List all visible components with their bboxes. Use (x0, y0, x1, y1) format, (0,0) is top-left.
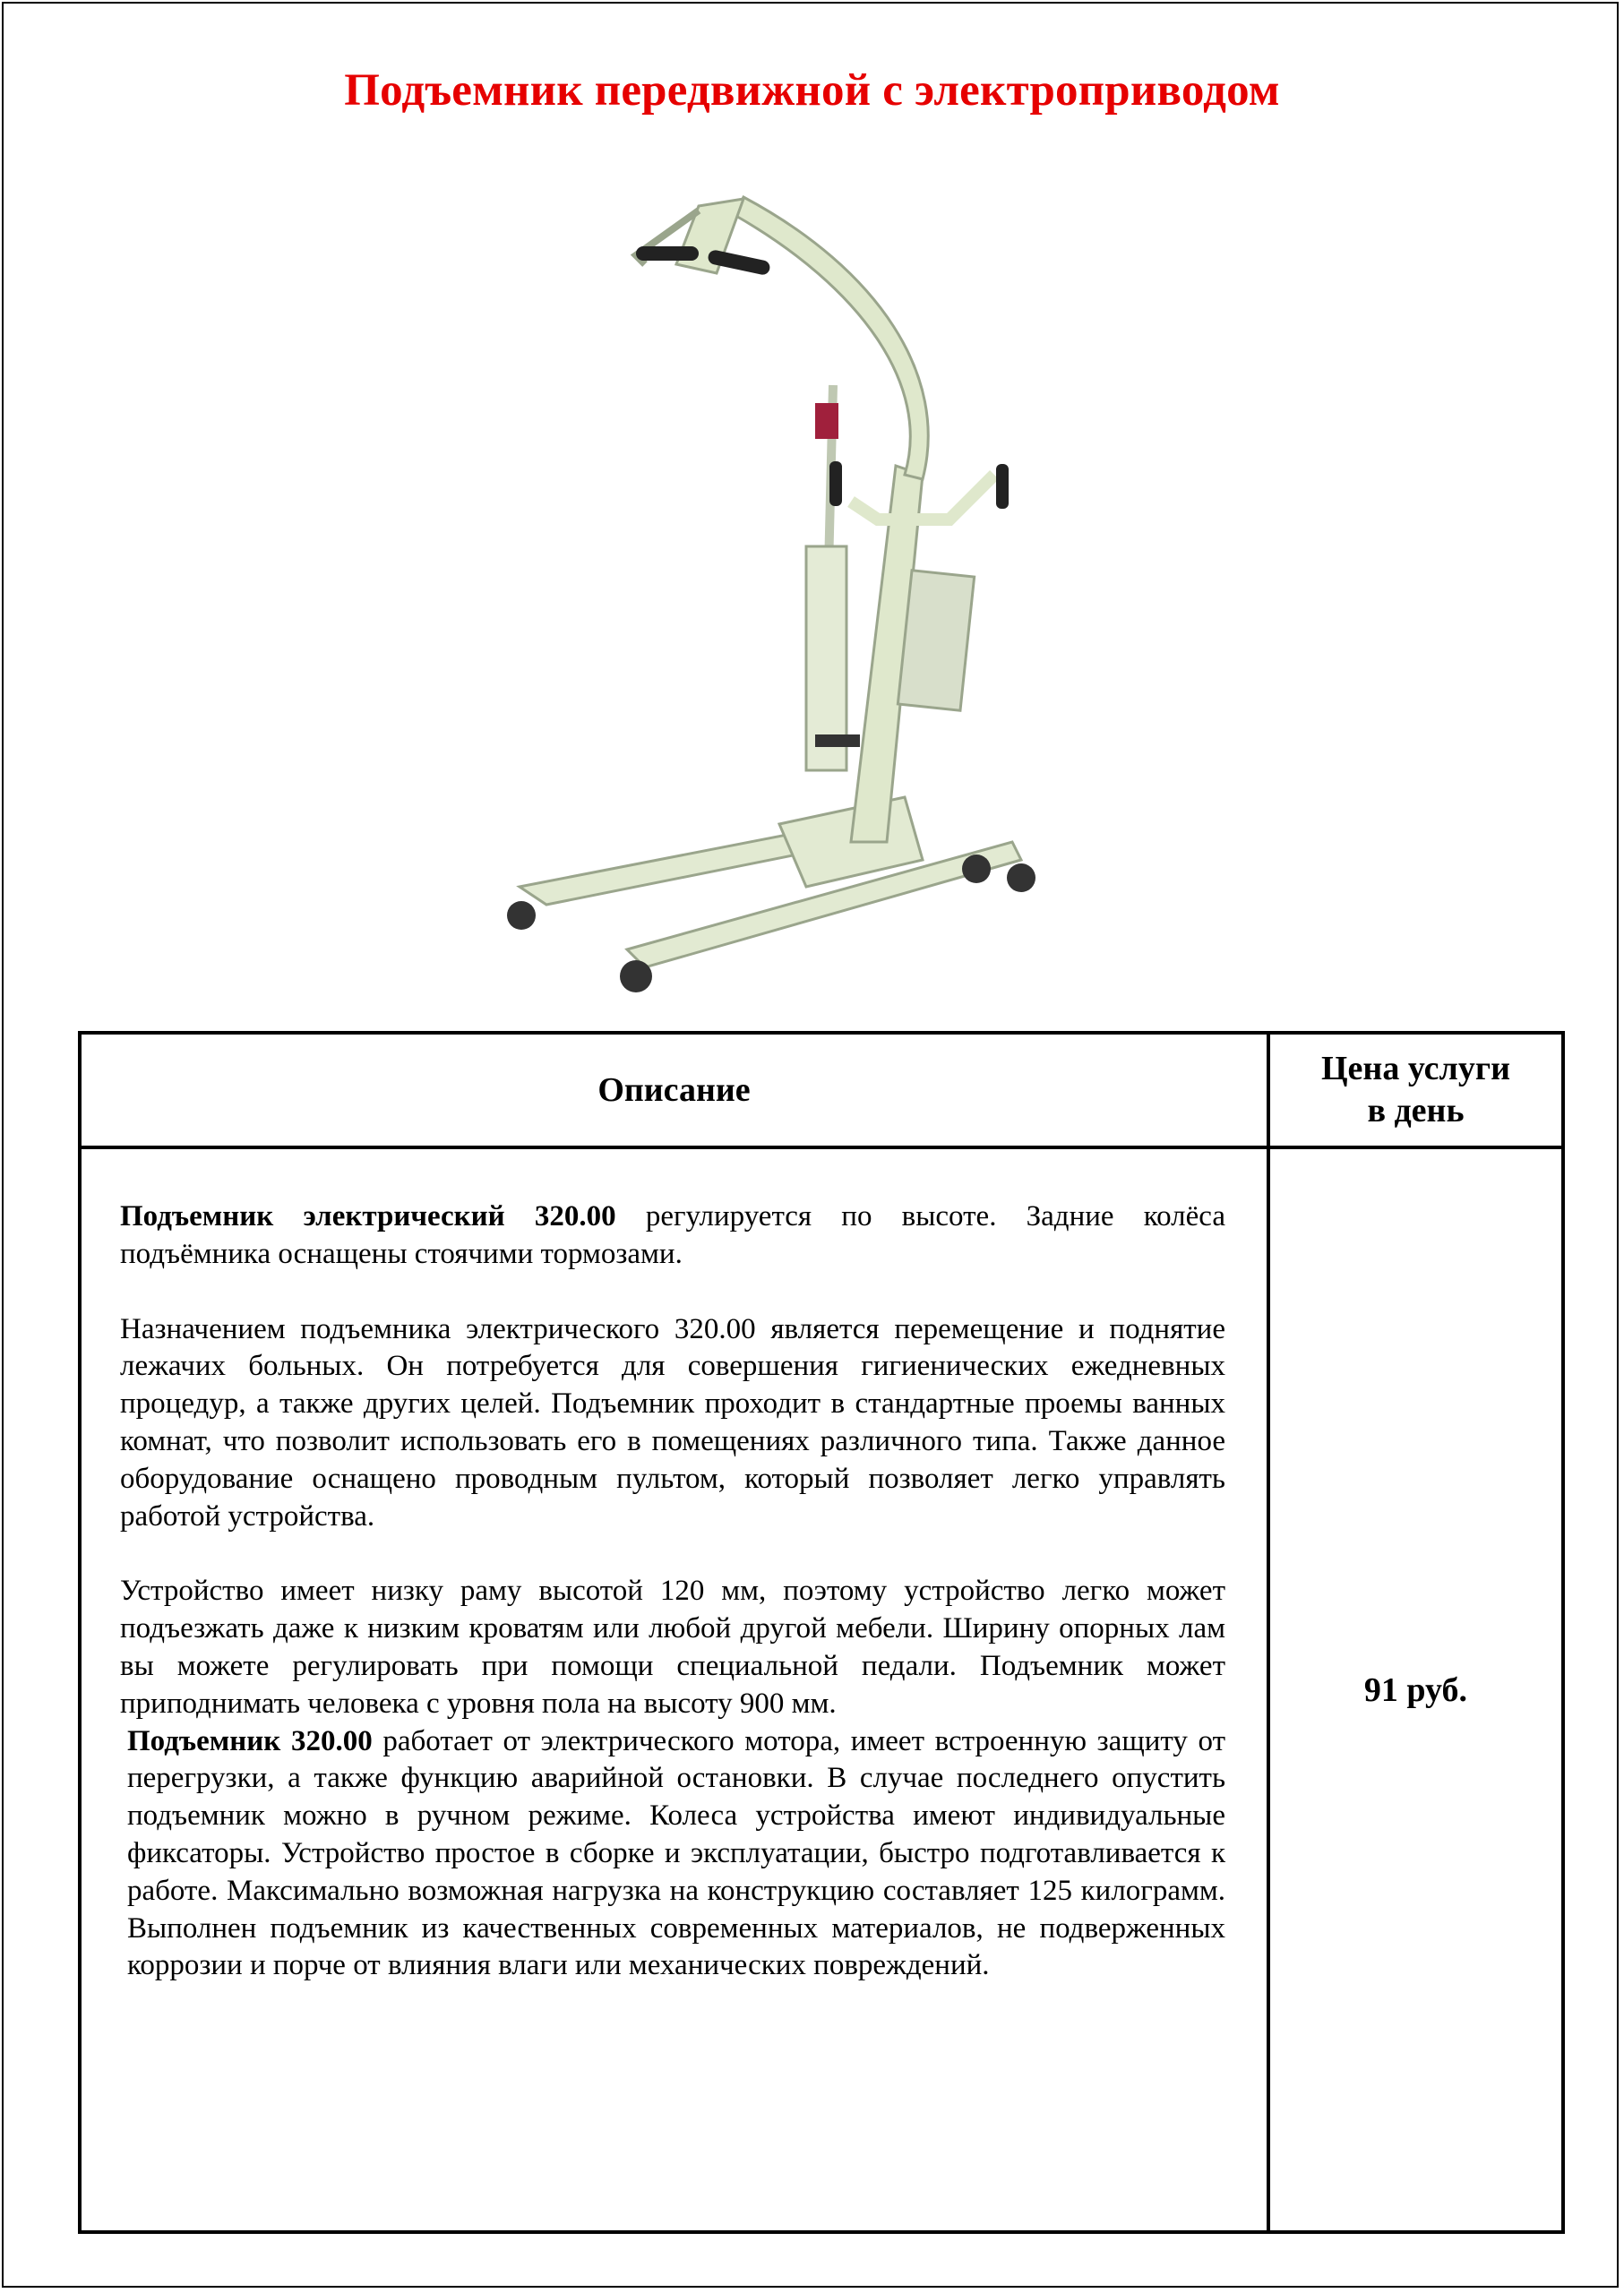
paragraph-1-text: регулируется по высоте. Задние колёса подъёмника оснащены стоячими тормозами. (120, 1200, 1225, 1270)
description-cell (80, 1147, 1268, 2232)
wheel-rear-right (1007, 863, 1035, 892)
paragraph-2 (120, 1311, 1225, 1536)
patient-lift-illustration (484, 179, 1057, 1003)
header-price-line1: Цена услуги (1321, 1050, 1510, 1087)
handle-grip-left (829, 461, 842, 506)
hook-grip-left (636, 246, 699, 261)
paragraph-1 (120, 1198, 1225, 1274)
paragraph-3-text: Устройство имеет низку раму высотой 120 мм, поэтому устройство легко может подъезжать даже к низким кроватям или любой другой мебели. Ширину опорных лам вы можете регулировать при помощи специальной педали. Подъемник может приподнимать человека с уровня пола на высоту 900 мм. (120, 1575, 1225, 1720)
handle-grip-right (996, 464, 1009, 509)
wheel-front-left (507, 901, 536, 930)
table-body-row (80, 1147, 1563, 2232)
header-price (1268, 1033, 1563, 1147)
paragraph-4 (120, 1723, 1225, 1986)
wheel-rear-left (962, 855, 991, 883)
paragraph-4-text: работает от электрического мотора, имеет встроенную защиту от перегрузки, а также функцию аварийной остановки. В случае последнего опустить подъемник можно в ручном режиме. Колеса устройства имеют индивидуальные фиксаторы. Устройство простое в сборке и эксплуатации, быстро подготавливается к работе. Максимально возможная нагрузка на конструкцию составляет 125 килограмм. Выполнен подъемник из качественных современных материалов, не подверженных коррозии и порче от влияния влаги или механических повреждений. (127, 1724, 1225, 1982)
paragraph-4-lead: Подъемник 320.00 (127, 1724, 373, 1757)
pedal (815, 734, 860, 747)
paragraph-2-text: Назначением подъемника электрического 320.00 является перемещение и поднятие лежачих больных. Он потребуется для совершения гигиенических ежедневных процедур, а также других целей. Подъемник проходит в стандартные проемы ванных комнат, что позволит использовать его в помещениях различного типа. Также данное оборудование оснащено проводным пультом, который позволяет легко управлять работой устройства. (120, 1312, 1225, 1533)
price-cell: 91 руб. (1268, 1147, 1563, 2232)
paragraph-1-lead: Подъемник электрический 320.00 (120, 1200, 616, 1232)
wheel-front-right (620, 960, 652, 992)
control-box (898, 571, 974, 710)
paragraph-3 (120, 1573, 1225, 1722)
table-header-row (80, 1033, 1563, 1147)
service-table (78, 1031, 1565, 2234)
page-title: Подъемник передвижной с электроприводом (344, 65, 1280, 116)
patient-lift-icon (484, 179, 1057, 1003)
actuator-label (815, 403, 838, 439)
header-description: Описание (80, 1033, 1268, 1147)
header-price-line2: в день (1367, 1092, 1465, 1129)
